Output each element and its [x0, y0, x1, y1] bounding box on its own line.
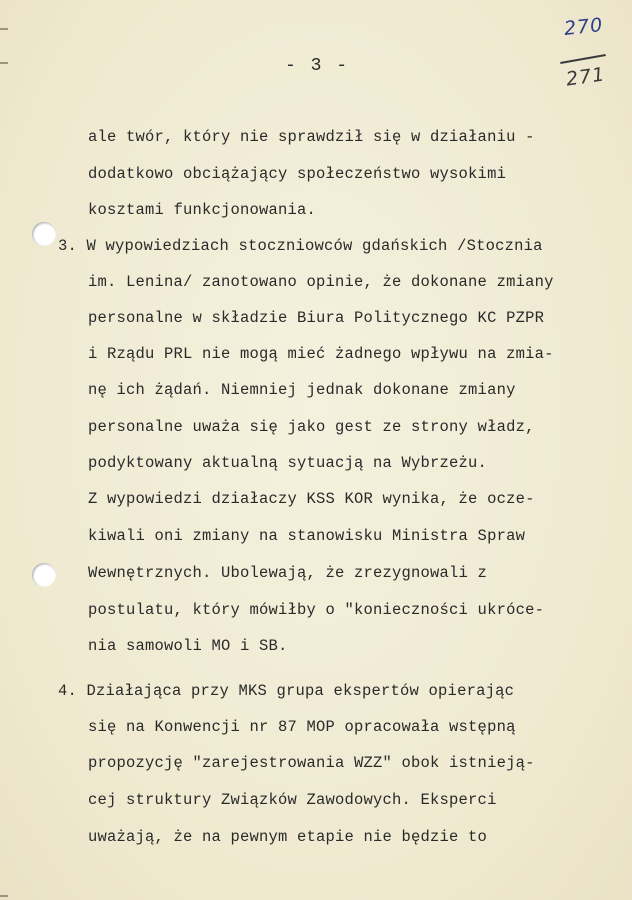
edge-mark [0, 28, 8, 30]
text-line: dodatkowo obciążający społeczeństwo wysokimi [88, 165, 507, 183]
page-number: - 3 - [285, 56, 350, 76]
text-line: Z wypowiedzi działaczy KSS KOR wynika, że ocze- [88, 490, 535, 508]
text-line: się na Konwencji nr 87 MOP opracowała wstępną [88, 718, 516, 736]
archive-number-crossed: 271 [564, 63, 607, 91]
text-line: 3. W wypowiedziach stoczniowców gdańskich /Stocznia [58, 237, 543, 255]
text-line: propozycję "zarejestrowania WZZ" obok istnieją- [88, 754, 535, 772]
text-line: i Rządu PRL nie mogą mieć żadnego wpływu na zmia- [88, 345, 554, 363]
text-line: uważają, że na pewnym etapie nie będzie to [88, 828, 488, 846]
punch-hole-bottom [32, 563, 56, 587]
text-line: kosztami funkcjonowania. [88, 201, 317, 219]
text-line: postulatu, który mówiłby o "konieczności ukróce- [88, 601, 545, 619]
text-line: ale twór, który nie sprawdził się w działaniu - [88, 128, 535, 146]
punch-hole-top [32, 222, 56, 246]
text-line: nę ich żądań. Niemniej jednak dokonane zmiany [88, 381, 516, 399]
text-line: im. Lenina/ zanotowano opinie, że dokonane zmiany [88, 273, 554, 291]
text-line: podyktowany aktualną sytuacją na Wybrzeżu. [88, 454, 488, 472]
archive-number-strike [560, 54, 606, 64]
archive-number-current: 270 [562, 14, 605, 40]
text-line: kiwali oni zmiany na stanowisku Ministra Spraw [88, 527, 526, 545]
text-line: nia samowoli MO i SB. [88, 637, 288, 655]
edge-mark [0, 895, 8, 897]
edge-mark [0, 62, 8, 64]
text-line: 4. Działająca przy MKS grupa ekspertów opierając [58, 682, 515, 700]
text-line: cej struktury Związków Zawodowych. Eksperci [88, 791, 497, 809]
text-line: Wewnętrznych. Ubolewają, że zrezygnowali z [88, 564, 488, 582]
text-line: personalne uważa się jako gest ze strony władz, [88, 418, 535, 436]
text-line: personalne w składzie Biura Politycznego KC PZPR [88, 309, 545, 327]
